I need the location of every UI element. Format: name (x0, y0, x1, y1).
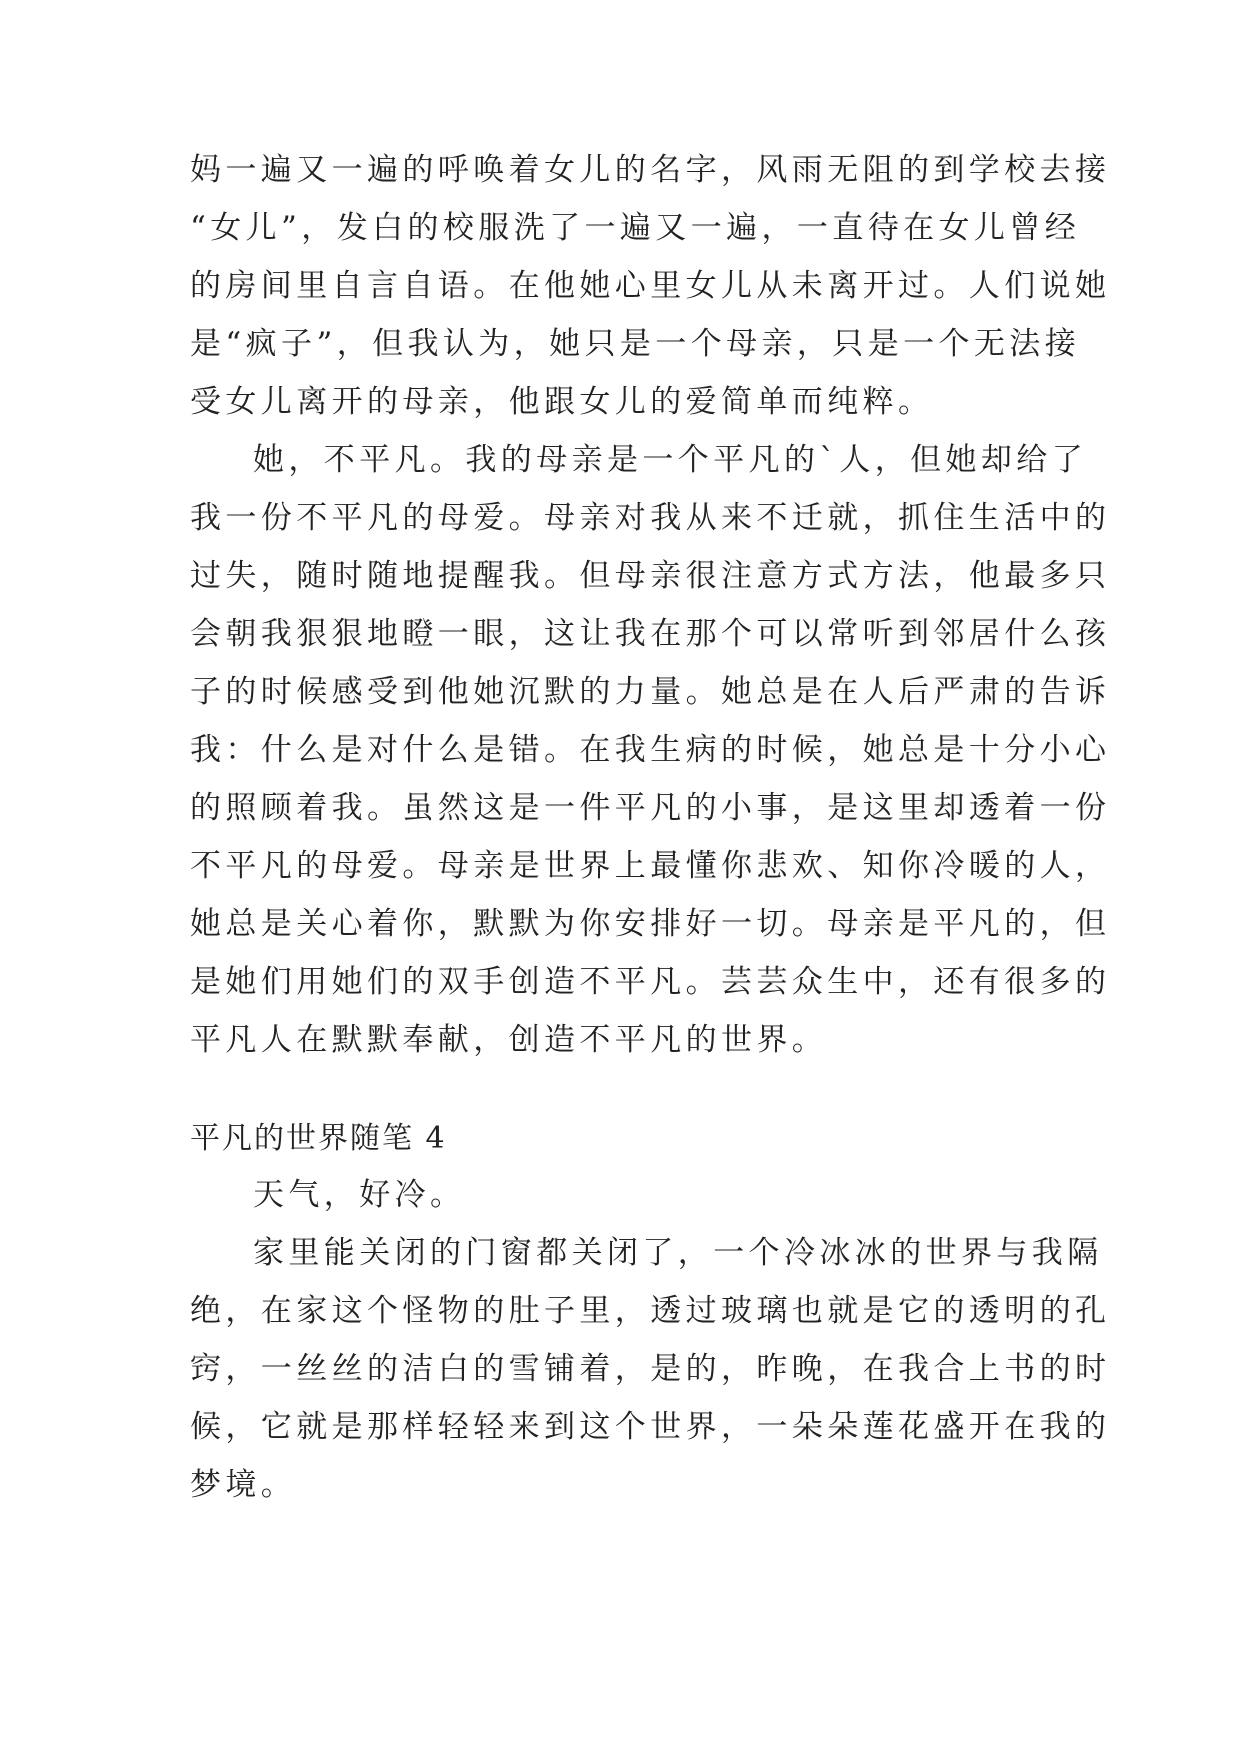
paragraph-2-line: 她，不平凡。我的母亲是一个平凡的`人，但她却给了 (253, 442, 1088, 478)
paragraph-2-line: 她总是关心着你，默默为你安排好一切。母亲是平凡的，但 (190, 906, 1111, 942)
paragraph-2-line: 是她们用她们的双手创造不平凡。芸芸众生中，还有很多的 (190, 964, 1111, 1000)
paragraph-3-line: 天气，好冷。 (253, 1177, 466, 1213)
paragraph-4-line: 候，它就是那样轻轻来到这个世界，一朵朵莲花盛开在我的 (190, 1409, 1111, 1445)
paragraph-2-line: 不平凡的母爱。母亲是世界上最懂你悲欢、知你冷暖的人， (190, 848, 1111, 884)
paragraph-2-line: 我一份不平凡的母爱。母亲对我从来不迁就，抓住生活中的 (190, 500, 1111, 536)
paragraph-2-line: 我：什么是对什么是错。在我生病的时候，她总是十分小心 (190, 732, 1111, 768)
paragraph-2-line: 平凡人在默默奉献，创造不平凡的世界。 (190, 1022, 828, 1058)
paragraph-4-line: 窍，一丝丝的洁白的雪铺着，是的，昨晚，在我合上书的时 (190, 1351, 1111, 1387)
paragraph-2-line: 过失，随时随地提醒我。但母亲很注意方式方法，他最多只 (190, 558, 1111, 594)
paragraph-2-line: 会朝我狠狠地瞪一眼，这让我在那个可以常听到邻居什么孩 (190, 616, 1111, 652)
paragraph-2-line: 的照顾着我。虽然这是一件平凡的小事，是这里却透着一份 (190, 790, 1111, 826)
paragraph-2-line: 子的时候感受到他她沉默的力量。她总是在人后严肃的告诉 (190, 674, 1111, 710)
paragraph-4-line: 梦境。 (190, 1467, 297, 1503)
paragraph-1-line: 受女儿离开的母亲，他跟女儿的爱简单而纯粹。 (190, 384, 934, 420)
paragraph-4-line: 家里能关闭的门窗都关闭了，一个冷冰冰的世界与我隔 (253, 1235, 1103, 1271)
paragraph-1-line: 妈一遍又一遍的呼唤着女儿的名字，风雨无阻的到学校去接 (190, 152, 1111, 188)
paragraph-1-line: 的房间里自言自语。在他她心里女儿从未离开过。人们说她 (190, 268, 1111, 304)
paragraph-4-line: 绝，在家这个怪物的肚子里，透过玻璃也就是它的透明的孔 (190, 1293, 1111, 1329)
section-title: 平凡的世界随笔 4 (190, 1121, 447, 1156)
paragraph-1-line: “女儿”，发白的校服洗了一遍又一遍，一直待在女儿曾经 (190, 210, 1081, 246)
paragraph-1-line: 是“疯子”，但我认为，她只是一个母亲，只是一个无法接 (190, 326, 1081, 362)
